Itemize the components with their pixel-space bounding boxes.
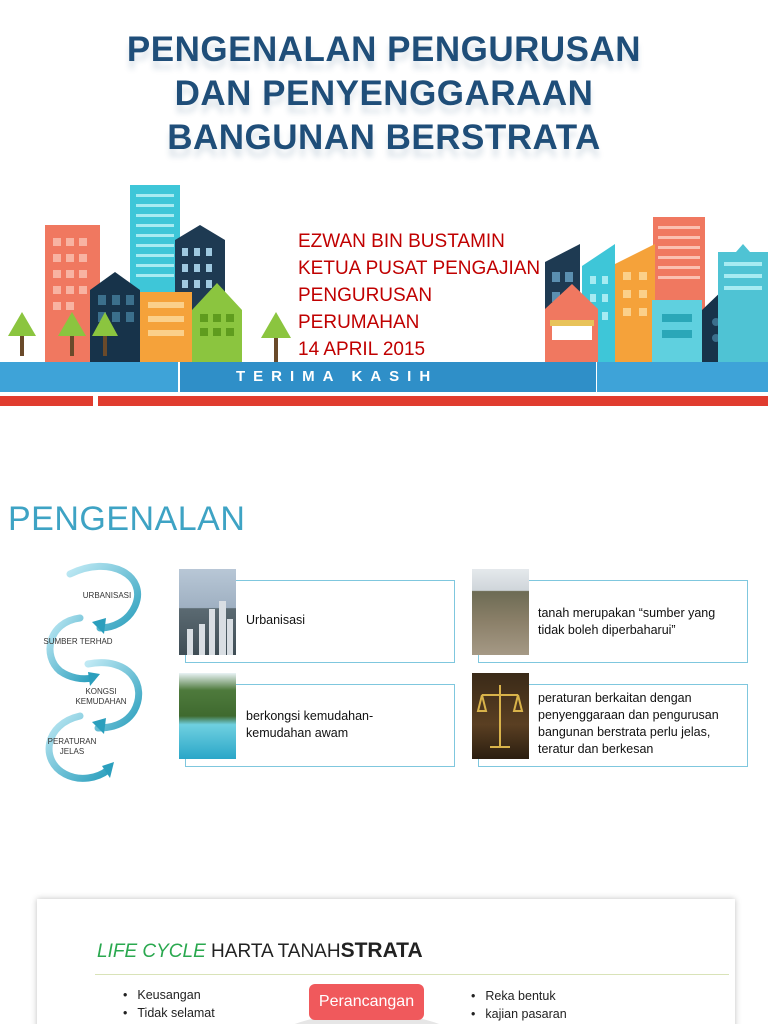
title-slide [0,0,768,412]
accent-bar-left [0,396,93,406]
presenter-role-2: PENGURUSAN [298,285,433,306]
hillside-land-photo [472,569,529,655]
cycle-label-urbanisasi: URBANISASI [82,591,132,600]
thank-you-banner [180,362,596,392]
presenter-info [298,228,540,363]
cycle-label-kongsi-kemudahan: KONGSI KEMUDAHAN [75,687,127,706]
city-illustration-left [0,180,260,380]
presentation-date: 14 APRIL 2015 [298,339,426,360]
title-underline [95,974,729,975]
title-line-1: PENGENALAN PENGURUSAN [126,30,642,69]
slide-title [0,28,768,160]
card-text-kemudahan: berkongsi kemudahan-kemudahan awam [246,709,374,740]
city-skyline-photo [179,569,236,655]
thank-you-word-2: KASIH [351,368,439,385]
right-bullet-list [471,987,567,1023]
title-line-3: BANGUNAN BERSTRATA [167,118,601,157]
list-item: • Keusangan [123,986,215,1004]
life-cycle-slide [37,899,735,1024]
swimming-pool-photo [179,673,236,759]
thank-you-word-1: TERIMA [236,368,342,385]
perancangan-stage: Perancangan [309,984,424,1020]
cycle-label-peraturan-jelas: PERATURAN JELAS [47,737,97,756]
life-cycle-title-mid: HARTA TANAH [205,941,341,962]
list-item: • Tidak selamat [123,1004,215,1022]
list-item: • Reka bentuk [471,987,567,1005]
list-item: • kajian pasaran [471,1005,567,1023]
presenter-name: EZWAN BIN BUSTAMIN [298,231,505,252]
life-cycle-title-bold: STRATA [340,939,423,962]
cycle-label-sumber-terhad: SUMBER TERHAD [43,637,113,646]
scales-of-justice-photo [472,673,529,759]
card-text-urbanisasi: Urbanisasi [246,613,306,627]
tree-icon [261,312,291,362]
title-line-2: DAN PENYENGGARAAN [174,74,594,113]
life-cycle-title-italic: LIFE CYCLE [97,941,206,962]
city-illustration-right [540,214,768,364]
card-text-sumber: tanah merupakan “sumber yang tidak boleh diperbaharui” [538,606,716,637]
left-bullet-list [123,986,215,1022]
accent-bar-right [98,396,768,406]
card-text-peraturan: peraturan berkaitan dengan penyenggaraan dan pengurusan bangunan berstrata perlu jelas, teratur dan berkesan [538,691,719,756]
life-cycle-title [97,939,423,963]
intro-title: PENGENALAN [8,500,246,538]
presenter-role-1: KETUA PUSAT PENGAJIAN [298,258,541,279]
presenter-role-3: PERUMAHAN [298,312,420,333]
